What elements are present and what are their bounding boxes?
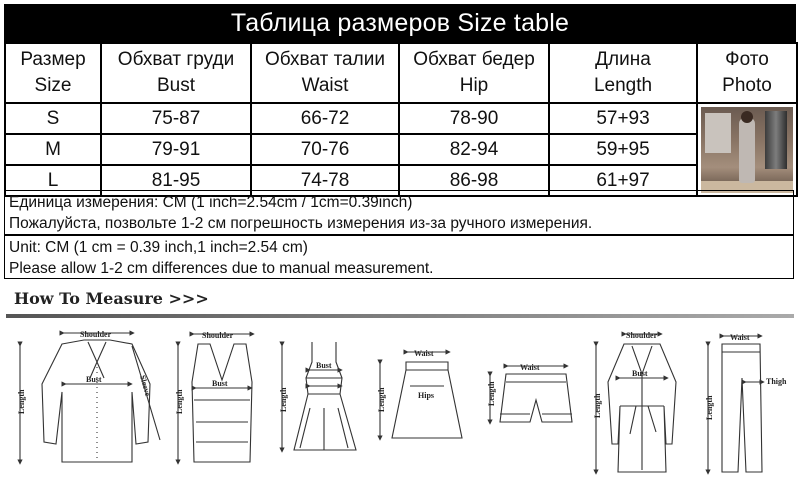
bust-label: Bust — [632, 369, 648, 378]
header-photo: Фото Photo — [697, 43, 797, 103]
sleeve-label: Sleeve — [138, 374, 153, 398]
note-ru-unit: Единица измерения: CM (1 inch=2.54cm / 1cm=0.39inch) — [9, 194, 413, 211]
shoulder-label: Shoulder — [80, 330, 112, 339]
note-ru-allowance: Пожалуйста, позвольте 1-2 см погрешность измерения из-за ручного измерения. — [9, 215, 593, 232]
bust-label: Bust — [212, 379, 228, 388]
table-header-row — [5, 43, 797, 103]
cell-bust: 75-87 — [101, 103, 251, 134]
waist-label: Waist — [520, 363, 540, 372]
header-size: Размер Size — [5, 43, 101, 103]
cell-length: 59+95 — [549, 134, 697, 165]
shorts-diagram — [487, 363, 572, 422]
measurement-diagrams — [0, 322, 800, 485]
cell-length: 57+93 — [549, 103, 697, 134]
table-row — [5, 103, 797, 134]
cell-waist: 74-78 — [251, 165, 399, 196]
note-english — [4, 235, 794, 279]
divider — [6, 314, 794, 318]
cell-waist: 66-72 — [251, 103, 399, 134]
cell-size: M — [5, 134, 101, 165]
length-label: Length — [175, 389, 184, 414]
note-en-allowance: Please allow 1-2 cm differences due to manual measurement. — [9, 260, 434, 277]
cell-length: 61+97 — [549, 165, 697, 196]
page-title: Таблица размеров Size table — [4, 4, 796, 42]
table-row — [5, 134, 797, 165]
waist-label: Waist — [414, 349, 434, 358]
header-waist: Обхват талии Waist — [251, 43, 399, 103]
header-bust: Обхват груди Bust — [101, 43, 251, 103]
cell-waist: 70-76 — [251, 134, 399, 165]
cell-hip: 82-94 — [399, 134, 549, 165]
length-label: Length — [487, 381, 496, 406]
cell-hip: 78-90 — [399, 103, 549, 134]
cell-size: L — [5, 165, 101, 196]
size-table — [4, 42, 798, 197]
bust-label: Bust — [86, 375, 102, 384]
header-length: Длина Length — [549, 43, 697, 103]
cell-bust: 79-91 — [101, 134, 251, 165]
waist-label: Waist — [730, 333, 750, 342]
vest-diagram — [175, 331, 252, 462]
blouse-diagram — [17, 330, 160, 462]
shoulder-label: Shoulder — [202, 331, 234, 340]
model-photo — [701, 107, 793, 193]
note-en-unit: Unit: CM (1 cm = 0.39 inch,1 inch=2.54 cm) — [9, 239, 308, 256]
shoulder-label: Shoulder — [626, 331, 658, 340]
coat-diagram — [593, 331, 676, 472]
cell-hip: 86-98 — [399, 165, 549, 196]
cell-size: S — [5, 103, 101, 134]
thigh-label: Thigh — [766, 377, 787, 386]
cell-bust: 81-95 — [101, 165, 251, 196]
length-label: Length — [17, 389, 26, 414]
skirt-diagram — [377, 349, 462, 438]
how-to-measure-heading: How To Measure >>> — [14, 289, 209, 308]
bust-label: Bust — [316, 361, 332, 370]
note-russian — [4, 190, 794, 235]
length-label: Length — [705, 395, 714, 420]
hips-label: Hips — [418, 391, 435, 400]
length-label: Length — [377, 387, 386, 412]
length-label: Length — [593, 393, 602, 418]
trousers-diagram — [705, 333, 787, 472]
dress-diagram — [279, 342, 356, 450]
photo-cell — [697, 103, 797, 196]
length-label: Length — [279, 387, 288, 412]
header-hip: Обхват бедер Hip — [399, 43, 549, 103]
